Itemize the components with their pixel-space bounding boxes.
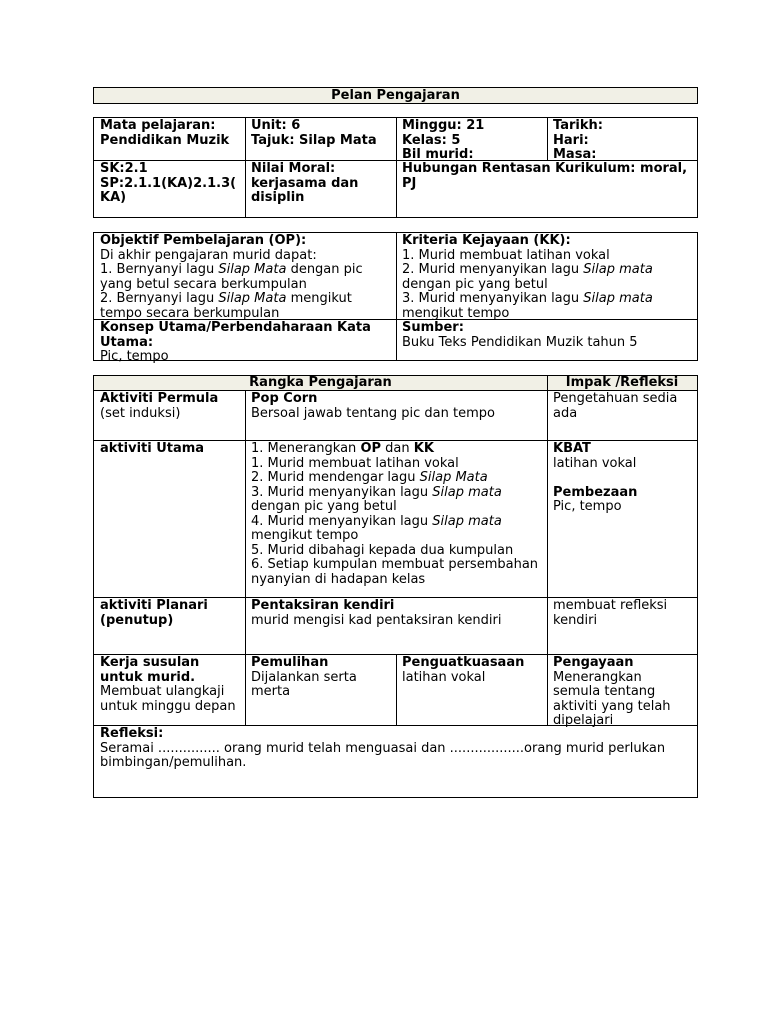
- closing-activity-sublabel: (penutup): [100, 612, 174, 628]
- followup-value: Membuat ulangkaji: [100, 684, 225, 699]
- objectives-table: [93, 232, 698, 364]
- date-cell: [547, 118, 697, 163]
- moral-label: Nilai Moral:: [251, 161, 336, 176]
- start-activity-desc: Bersoal jawab tentang pic dan tempo: [251, 405, 495, 421]
- source-heading: Sumber:: [402, 320, 464, 335]
- start-impact-text: Pengetahuan sedia: [553, 391, 678, 406]
- objective-1-cont: yang betul secara berkumpulan: [100, 276, 307, 292]
- info-table: [93, 117, 698, 218]
- concept-heading: Konsep Utama/Perbendaharaan Kata: [100, 320, 371, 335]
- source-value: Buku Teks Pendidikan Muzik tahun 5: [402, 334, 638, 350]
- objective-2-cont: tempo secara berkumpulan: [100, 305, 280, 321]
- main-step-4-cont: mengikut tempo: [251, 528, 359, 543]
- reinforcement-value: latihan vokal: [402, 669, 486, 685]
- closing-impact-cell: [547, 598, 697, 628]
- start-activity-label-cell: [94, 391, 245, 421]
- main-step-3: 3. Murid menyanyikan lagu Silap mata: [251, 484, 502, 500]
- enrichment-line-4: dipelajari: [553, 713, 614, 728]
- class-text: Kelas: 5: [402, 132, 461, 148]
- reflection-heading: Refleksi:: [100, 726, 164, 741]
- criteria-1: 1. Murid membuat latihan vokal: [402, 247, 610, 263]
- week-cell: [396, 118, 547, 163]
- moral-cell: [245, 161, 396, 206]
- moral-value-cont: disiplin: [251, 190, 305, 205]
- criteria-2-cont: dengan pic yang betul: [402, 276, 548, 292]
- main-impact-cell: [547, 441, 697, 515]
- start-impact-cont: ada: [553, 405, 578, 421]
- objective-1: 1. Bernyanyi lagu Silap Mata dengan pic: [100, 262, 363, 277]
- criteria-3: 3. Murid menyanyikan lagu Silap mata: [402, 291, 653, 306]
- subject-label: Mata pelajaran:: [100, 118, 216, 133]
- followup-value-cont: untuk minggu depan: [100, 698, 236, 714]
- page-title: Pelan Pengajaran: [331, 88, 460, 103]
- enrichment-line-2: semula tentang: [553, 684, 656, 699]
- unit-cell: [245, 118, 396, 148]
- objectives-intro: Di akhir pengajaran murid dapat:: [100, 247, 317, 263]
- closing-activity-desc: murid mengisi kad pentaksiran kendiri: [251, 612, 502, 628]
- objective-2: 2. Bernyanyi lagu Silap Mata mengikut: [100, 291, 352, 306]
- reflection-cell: [94, 726, 697, 771]
- objectives-cell: [94, 233, 396, 321]
- start-activity-sublabel: (set induksi): [100, 405, 181, 421]
- plan-table: [93, 375, 698, 798]
- closing-activity-label: aktiviti Planari: [100, 598, 208, 613]
- subject-value: Pendidikan Muzik: [100, 132, 230, 148]
- criteria-2: 2. Murid menyanyikan lagu Silap mata: [402, 262, 653, 277]
- kbat-value: latihan vokal: [553, 455, 637, 471]
- main-step-0: 1. Menerangkan OP dan KK: [251, 441, 434, 456]
- closing-impact-text: membuat refleksi: [553, 598, 668, 613]
- enrichment-heading: Pengayaan: [553, 655, 634, 670]
- main-activity-cell: [245, 441, 547, 587]
- subject-cell: [94, 118, 245, 148]
- moral-value: kerjasama dan: [251, 175, 359, 191]
- enrichment-cell: [547, 655, 697, 729]
- criteria-3-cont: mengikut tempo: [402, 305, 510, 321]
- closing-impact-cont: kendiri: [553, 612, 598, 628]
- date-text: Tarikh:: [553, 118, 603, 133]
- source-cell: [396, 320, 697, 350]
- title-bar: [93, 87, 698, 104]
- sp-line: SP:2.1.1(KA)2.1.3(: [100, 175, 237, 191]
- topic-text: Tajuk: Silap Mata: [251, 132, 377, 148]
- remedial-value: Dijalankan serta: [251, 669, 357, 685]
- concept-value: Pic, tempo: [100, 349, 169, 364]
- reflection-line-2: bimbingan/pemulihan.: [100, 755, 247, 770]
- week-text: Minggu: 21: [402, 118, 485, 133]
- closing-activity-title: Pentaksiran kendiri: [251, 598, 395, 613]
- main-activity-label: aktiviti Utama: [100, 441, 205, 456]
- start-impact-cell: [547, 391, 697, 421]
- main-step-6-cont: nyanyian di hadapan kelas: [251, 571, 426, 587]
- day-text: Hari:: [553, 132, 589, 148]
- sp-line-cont: KA): [100, 190, 127, 205]
- reinforcement-cell: [396, 655, 547, 685]
- cross-curriculum-text: Hubungan Rentasan Kurikulum: moral,: [402, 161, 688, 176]
- start-activity-label: Aktiviti Permula: [100, 391, 219, 406]
- differentiation-value: Pic, tempo: [553, 499, 622, 514]
- start-activity-cell: [245, 391, 547, 421]
- remedial-heading: Pemulihan: [251, 655, 329, 670]
- enrichment-line-1: Menerangkan: [553, 669, 642, 685]
- main-step-6: 6. Setiap kumpulan membuat persembahan: [251, 557, 539, 572]
- sk-line: SK:2.1: [100, 161, 148, 176]
- criteria-cell: [396, 233, 697, 321]
- criteria-heading: Kriteria Kejayaan (KK):: [402, 233, 571, 248]
- followup-label-cell: [94, 655, 245, 714]
- students-text: Bil murid:: [402, 147, 474, 162]
- remedial-value-cont: merta: [251, 684, 291, 699]
- time-text: Masa:: [553, 147, 597, 162]
- followup-label-cont: untuk murid.: [100, 669, 196, 685]
- main-activity-label-cell: [94, 441, 245, 457]
- cross-curriculum-cont: PJ: [402, 175, 417, 191]
- impact-header: Impak /Refleksi: [565, 375, 679, 390]
- remedial-cell: [245, 655, 396, 700]
- main-step-4: 4. Murid menyanyikan lagu Silap mata: [251, 513, 502, 529]
- closing-activity-cell: [245, 598, 547, 628]
- unit-text: Unit: 6: [251, 118, 301, 133]
- start-activity-title: Pop Corn: [251, 391, 318, 406]
- main-step-1: 1. Murid membuat latihan vokal: [251, 455, 459, 471]
- main-step-2: 2. Murid mendengar lagu Silap Mata: [251, 470, 488, 485]
- enrichment-line-3: aktiviti yang telah: [553, 698, 671, 714]
- followup-label: Kerja susulan: [100, 655, 200, 670]
- cross-curriculum-cell: [396, 161, 697, 191]
- reflection-line-1: Seramai ............... orang murid telah menguasai dan ..................orang murid perlukan: [100, 740, 666, 756]
- objectives-heading: Objektif Pembelajaran (OP):: [100, 233, 307, 248]
- sk-cell: [94, 161, 245, 206]
- differentiation-heading: Pembezaan: [553, 484, 638, 500]
- main-step-3-cont: dengan pic yang betul: [251, 499, 397, 514]
- concept-cell: [94, 320, 396, 365]
- plan-header: Rangka Pengajaran: [249, 375, 392, 390]
- main-step-5: 5. Murid dibahagi kepada dua kumpulan: [251, 542, 514, 558]
- closing-activity-label-cell: [94, 598, 245, 628]
- reinforcement-heading: Penguatkuasaan: [402, 655, 525, 670]
- concept-heading-cont: Utama:: [100, 334, 154, 350]
- kbat-heading: KBAT: [553, 441, 591, 456]
